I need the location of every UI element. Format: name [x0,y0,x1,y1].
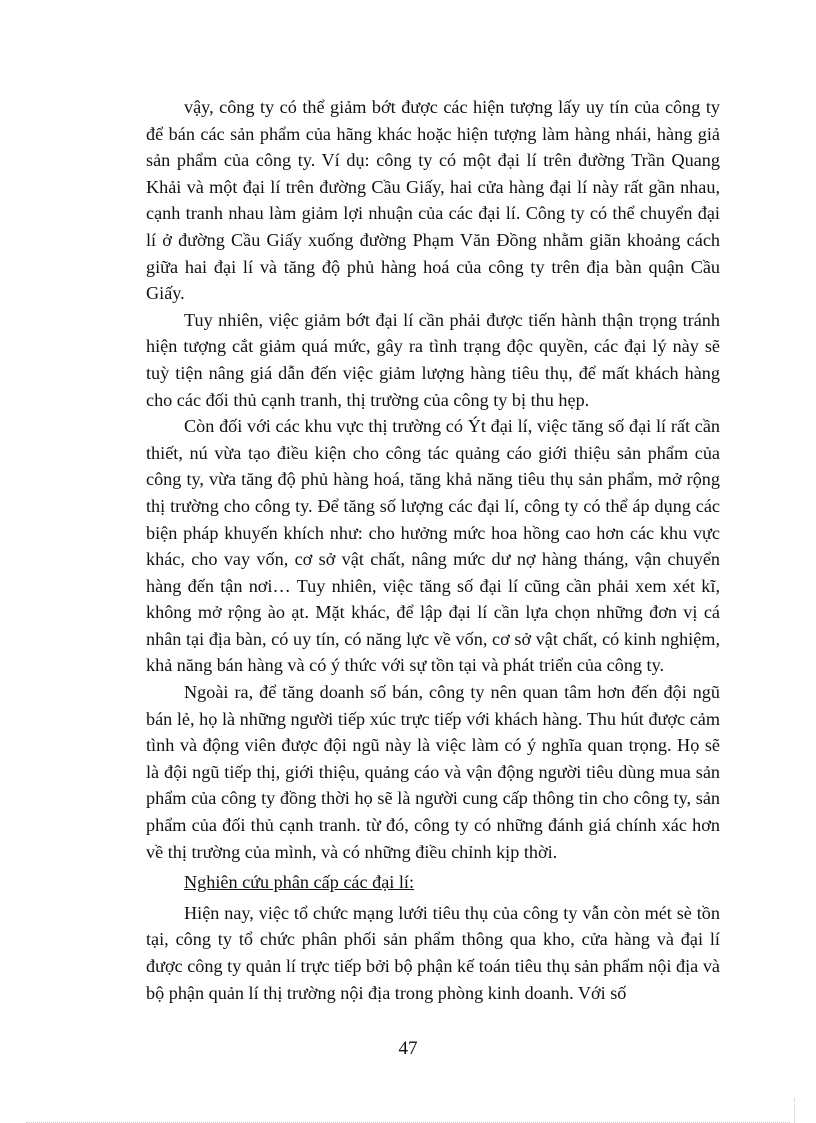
paragraph-3: Còn đối với các khu vực thị trường có Ýt đại lí, việc tăng số đại lí rất cần thiết, nú vừa tạo điều kiện cho công tác quảng cáo giới thiệu sản phẩm của công ty, vừa tăng độ phủ hàng hoá, tăng khả năng tiêu thụ sản phẩm, mở rộng thị trường cho công ty. Để tăng số lượng các đại lí, công ty có thể áp dụng các biện pháp khuyến khích như: cho hưởng mức hoa hồng cao hơn các khu vực khác, cho vay vốn, cơ sở vật chất, nâng mức dư nợ hàng tháng, vận chuyển hàng đến tận nơi… Tuy nhiên, việc tăng số đại lí cũng cần phải xem xét kĩ, không mở rộng ào ạt. Mặt khác, để lập đại lí cần lựa chọn những đơn vị cá nhân tại địa bàn, có uy tín, có năng lực về vốn, cơ sở vật chất, có kinh nghiệm, khả năng bán hàng và có ý thức với sự tồn tại và phát triển của công ty. [146,416,720,676]
paragraph-4: Ngoài ra, để tăng doanh số bán, công ty nên quan tâm hơn đến đội ngũ bán lẻ, họ là những người tiếp xúc trực tiếp với khách hàng. Thu hút được cảm tình và động viên được đội ngũ này là việc làm có ý nghĩa quan trọng. Họ sẽ là đội ngũ tiếp thị, giới thiệu, quảng cáo và vận động người tiêu dùng mua sản phẩm của công ty đồng thời họ sẽ là người cung cấp thông tin cho công ty, sản phẩm của đối thủ cạnh tranh. từ đó, công ty có những đánh giá chính xác hơn về thị trường của mình, và có những điều chỉnh kịp thời. [146,682,720,862]
section-heading [146,869,720,896]
page-number: 47 [398,1038,418,1059]
paragraph-1: vậy, công ty có thể giảm bớt được các hiện tượng lấy uy tín của công ty để bán các sản phẩm của hãng khác hoặc hiện tượng làm hàng nhái, hàng giả sản phẩm của công ty. Ví dụ: công ty có một đại lí trên đường Trần Quang Khải và một đại lí trên đường Cầu Giấy, hai cửa hàng đại lí này rất gần nhau, cạnh tranh nhau làm giảm lợi nhuận của các đại lí. Công ty có thể chuyển đại lí ở đường Cầu Giấy xuống đường Phạm Văn Đồng nhằm giãn khoảng cách giữa hai đại lí và tăng độ phủ hàng hoá của công ty trên địa bàn quận Cầu Giấy. [146,97,720,304]
margin-rule [794,1098,795,1123]
paragraph-5: Hiện nay, việc tổ chức mạng lưới tiêu thụ của công ty vẫn còn mét sè tồn tại, công ty tổ chức phân phối sản phẩm thông qua kho, cửa hàng và đại lí được công ty quản lí trực tiếp bởi bộ phận kế toán tiêu thụ sản phẩm nội địa và bộ phận quản lí thị trường nội địa trong phòng kinh doanh. Với số [146,902,720,1003]
document-page [146,94,720,1006]
section-heading-text: Nghiên cứu phân cấp các đại lí: [184,872,415,893]
paragraph-2: Tuy nhiên, việc giảm bớt đại lí cần phải được tiến hành thận trọng tránh hiện tượng cắt giảm quá mức, gây ra tình trạng độc quyền, các đại lý này sẽ tuỳ tiện nâng giá dẫn đến việc giảm lượng hàng tiêu thụ, để mất khách hàng cho các đối thủ cạnh tranh, thị trường của công ty bị thu hẹp. [146,309,720,410]
